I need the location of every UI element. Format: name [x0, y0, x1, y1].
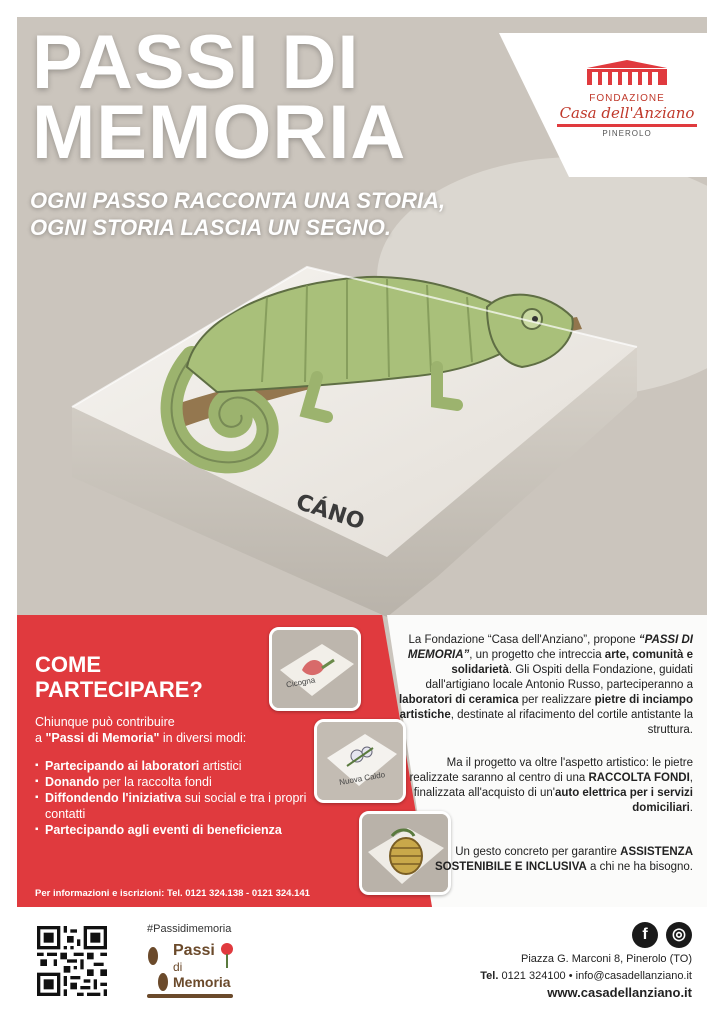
participate-title	[35, 652, 203, 702]
description-paragraph-1	[395, 633, 693, 738]
small-logo-line-2: di	[173, 960, 183, 974]
intro-line-1: Chiunque può contribuire	[35, 715, 175, 729]
desc-text: . Gli Ospiti della Fondazione, guidati dall'artigiano locale Antonio Russo, parteciperanno a	[425, 664, 693, 691]
title-line-2: MEMORIA	[32, 90, 407, 175]
intro-project-name: "Passi di Memoria"	[45, 731, 160, 745]
list-item-text: sui social e tra i propri contatti	[45, 791, 307, 821]
desc-text: Ma il progetto va oltre l'aspetto artistico: le pietre realizzate saranno al centro di una	[409, 757, 693, 784]
tile-photo-2	[317, 722, 403, 800]
qr-code[interactable]	[37, 926, 107, 996]
logo-city-text: PINEROLO	[602, 129, 652, 138]
building-icon	[577, 60, 677, 86]
description-paragraph-3	[395, 845, 693, 875]
small-logo-line-3: Memoria	[173, 974, 231, 990]
desc-bold: ASSISTENZA SOSTENIBILE E INCLUSIVA	[435, 846, 693, 873]
list-item-text: per la raccolta fondi	[99, 775, 212, 789]
small-logo-line-1: Passi	[173, 942, 215, 959]
desc-text: La Fondazione “Casa dell'Anziano”, propone	[408, 634, 639, 646]
list-item-bold: Donando	[45, 775, 100, 789]
intro-line-2c: in diversi modi:	[159, 731, 247, 745]
list-item	[35, 790, 335, 822]
logo-name-text: Casa dell'Anziano	[559, 104, 695, 122]
description-paragraph-2	[395, 756, 693, 816]
desc-bold: laboratori di ceramica	[398, 694, 519, 706]
tel-label: Tel.	[480, 970, 499, 982]
logo-divider	[557, 124, 697, 127]
participate-title-line-2: PARTECIPARE?	[35, 677, 203, 702]
foundation-logo	[557, 60, 697, 138]
thumbnail-2-label: Nuova Caldo	[338, 770, 386, 787]
list-item	[35, 758, 335, 774]
desc-bold: arte, comunità e solidarietà	[451, 649, 693, 676]
title-line-1: PASSI DI	[32, 20, 360, 105]
subtitle-line-1: OGNI PASSO RACCONTA UNA STORIA,	[30, 188, 446, 213]
desc-text: Un gesto concreto per garantire	[455, 846, 621, 858]
list-item-text: artistici	[199, 759, 242, 773]
subtitle	[30, 187, 445, 241]
desc-bold: pietre di inciampo artistiche	[399, 694, 693, 721]
list-item-bold: Diffondendo l'iniziativa	[45, 791, 182, 805]
participate-title-line-1: COME	[35, 652, 101, 677]
tel-email-text[interactable]: 0121 324100 • info@casadellanziano.it	[498, 970, 692, 982]
logo-foundation-text: FONDAZIONE	[589, 93, 665, 104]
thumbnail-2	[314, 719, 406, 803]
desc-bold: auto elettrica per i servizi domiciliari	[554, 787, 693, 814]
desc-text: a chi ne ha bisogno.	[586, 861, 693, 873]
participation-list	[35, 758, 335, 838]
desc-text: .	[689, 802, 693, 814]
footprints-icon	[145, 944, 171, 1000]
tile-signature: CÁNO	[292, 489, 368, 536]
page-title	[32, 20, 407, 175]
desc-text: , destinate al rifacimento del cortile antistante la struttura.	[450, 709, 693, 736]
list-item	[35, 774, 335, 790]
participate-intro	[35, 714, 325, 746]
phone-email-line	[480, 968, 692, 985]
thumbnail-1-label: Cicogna	[285, 675, 316, 690]
desc-text: per realizzare	[518, 694, 595, 706]
footer-address	[480, 951, 692, 985]
list-item-bold: Partecipando ai laboratori	[45, 759, 200, 773]
facebook-icon[interactable]: f	[632, 922, 658, 948]
desc-bold: RACCOLTA FONDI	[588, 772, 690, 784]
desc-text: , finalizzata all'acquisto di un'	[413, 772, 693, 799]
subtitle-line-2: OGNI STORIA LASCIA UN SEGNO.	[30, 215, 391, 240]
small-logo-underline	[147, 994, 233, 998]
tile-photo-1	[272, 630, 358, 708]
list-item-bold: Partecipando agli eventi di beneficienza	[45, 823, 282, 837]
desc-project-name: “PASSI DI MEMORIA”	[407, 634, 693, 661]
passi-small-logo	[145, 942, 240, 1000]
contact-info: Per informazioni e iscrizioni: Tel. 0121 324.138 - 0121 324.141	[35, 888, 310, 899]
desc-text: , un progetto che intreccia	[469, 649, 605, 661]
thumbnail-1	[269, 627, 361, 711]
list-item	[35, 822, 335, 838]
website-link[interactable]: www.casadellanziano.it	[547, 985, 692, 1000]
instagram-icon[interactable]: ◎	[666, 922, 692, 948]
address-line: Piazza G. Marconi 8, Pinerolo (TO)	[521, 953, 692, 965]
intro-line-2a: a	[35, 731, 46, 745]
hashtag: #Passidimemoria	[147, 923, 232, 935]
flower-icon	[217, 942, 237, 968]
